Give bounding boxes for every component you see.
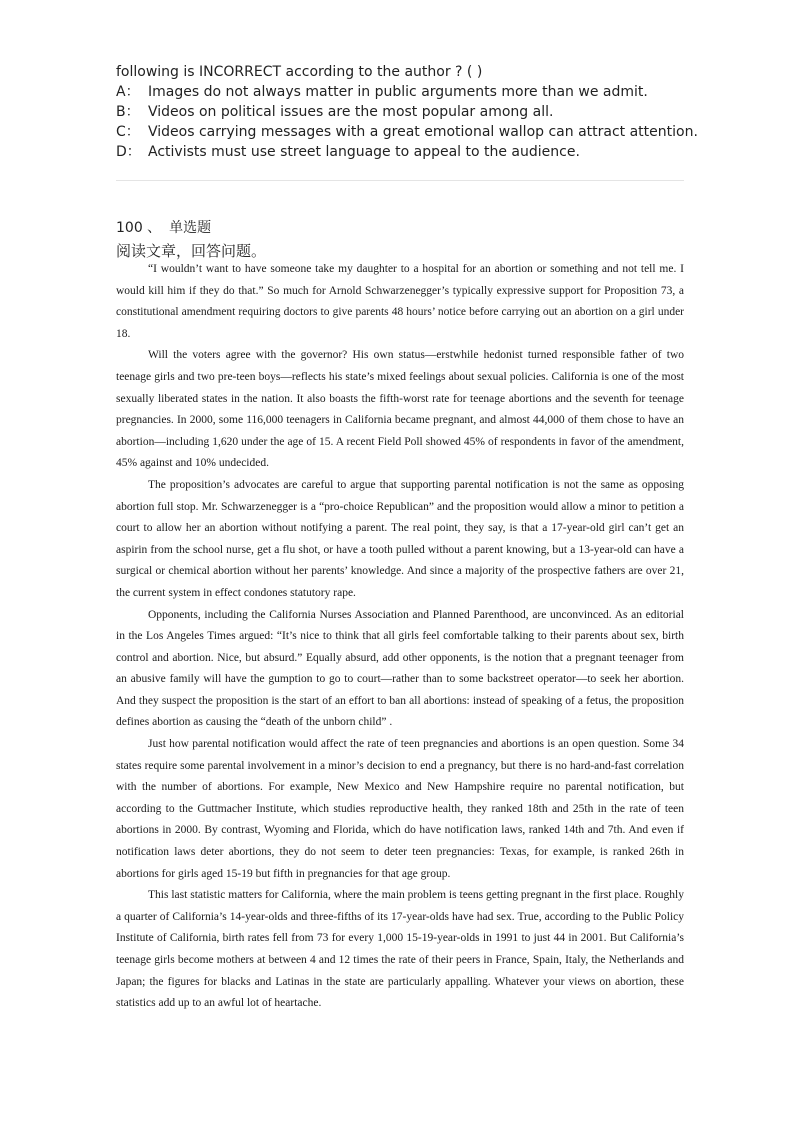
option-letter: D： <box>116 144 141 160</box>
option-text: Videos carrying messages with a great emotional wallop can attract attention. <box>148 124 698 140</box>
passage-paragraph: “I wouldn’t want to have someone take my daughter to a hospital for an abortion or something and not tell me. I would kill him if they do that.” So much for Arnold Schwarzenegger’s typically expressive support for Proposition 73, a constitutional amendment requiring doctors to give parents 48 hours’ notice before carrying out an abortion on a girl under 18. <box>116 263 684 340</box>
previous-question-stem: following is INCORRECT according to the author ? ( ) <box>116 64 483 80</box>
reading-passage <box>116 259 684 1015</box>
option-d[interactable] <box>116 142 716 162</box>
question-header <box>116 218 211 238</box>
question-divider <box>116 180 684 181</box>
question-number: 100 、 <box>116 220 162 236</box>
option-a[interactable] <box>116 82 716 102</box>
passage-paragraph: The proposition’s advocates are careful to argue that supporting parental notification is not the same as opposing abortion full stop. Mr. Schwarzenegger is a “pro-choice Republican” and the proposition would allow a minor to petition a court to allow her an abortion without notifying a parent. The real point, they say, is that a 17-year-old girl can’t get an aspirin from the school nurse, get a flu shot, or have a tooth pulled without a parent knowing, but a 13-year-old can have a surgical or chemical abortion without her parents’ knowledge. And since a majority of the prospective fathers are over 21, the current system in effect condones statutory rape. <box>116 478 684 599</box>
passage-paragraph: Just how parental notification would affect the rate of teen pregnancies and abortions is an open question. Some 34 states require some parental involvement in a minor’s decision to end a pregnancy, but there is no hard-and-fast correlation with the number of abortions. For example, New Mexico and New Hampshire require no parental notification, but according to the Guttmacher Institute, which studies reproductive health, they ranked 18th and 25th in the rate of teen abortions in 2000. By contrast, Wyoming and Florida, which do have notification laws, ranked 14th and 7th. And even if notification laws deter abortions, they do not seem to deter teen pregnancies: Texas, for example, is ranked 26th in abortions for girls aged 15-19 but fifth in pregnancies for that age group. <box>116 738 684 880</box>
option-text: Images do not always matter in public arguments more than we admit. <box>148 84 648 100</box>
option-text: Activists must use street language to appeal to the audience. <box>148 144 580 160</box>
passage-paragraph: Will the voters agree with the governor? His own status—erstwhile hedonist turned responsible father of two teenage girls and two pre-teen boys—reflects his state’s mixed feelings about sexual policies. California is one of the most sexually liberated states in the nation. It also boasts the fifth-worst rate for teenage abortions and the seventh for teenage pregnancies. In 2000, some 116,000 teenagers in California became pregnant, and almost 44,000 of them chose to have an abortion—including 1,620 under the age of 15. A recent Field Poll showed 45% of respondents in favor of the amendment, 45% against and 10% undecided. <box>116 349 684 470</box>
option-letter: A： <box>116 84 140 100</box>
option-letter: B： <box>116 104 140 120</box>
passage-paragraph: This last statistic matters for California, where the main problem is teens getting pregnant in the first place. Roughly a quarter of California’s 14-year-olds and three-fifths of its 17-year-olds have had sex. True, according to the Public Policy Institute of California, birth rates fell from 73 for every 1,000 15-19-year-olds in 1991 to just 44 in 2001. But California’s teenage girls become mothers at between 4 and 12 times the rate of their peers in France, Spain, Italy, the Netherlands and Japan; the figures for blacks and Latinas in the state are particularly appalling. Whatever your views on abortion, these statistics add up to an awful lot of heartache. <box>116 889 684 1010</box>
option-c[interactable] <box>116 122 716 142</box>
option-text: Videos on political issues are the most popular among all. <box>148 104 554 120</box>
option-letter: C： <box>116 124 140 140</box>
question-type: 单选题 <box>169 220 212 236</box>
previous-question-options <box>116 82 716 162</box>
passage-paragraph: Opponents, including the California Nurses Association and Planned Parenthood, are unconvinced. As an editorial in the Los Angeles Times argued: “It’s nice to think that all girls feel comfortable talking to their parents about sex, birth control and abortion. Nice, but absurd.” Equally absurd, add other opponents, is the notion that a pregnant teenager from an abusive family will have the gumption to go to court—rather than to some backstreet operator—to seek her abortion. And they suspect the proposition is the start of an effort to ban all abortions: instead of speaking of a fetus, the proposition defines abortion as causing the “death of the unborn child” . <box>116 608 684 729</box>
option-b[interactable] <box>116 102 716 122</box>
question-instruction: 阅读文章，回答问题。 <box>116 242 267 260</box>
